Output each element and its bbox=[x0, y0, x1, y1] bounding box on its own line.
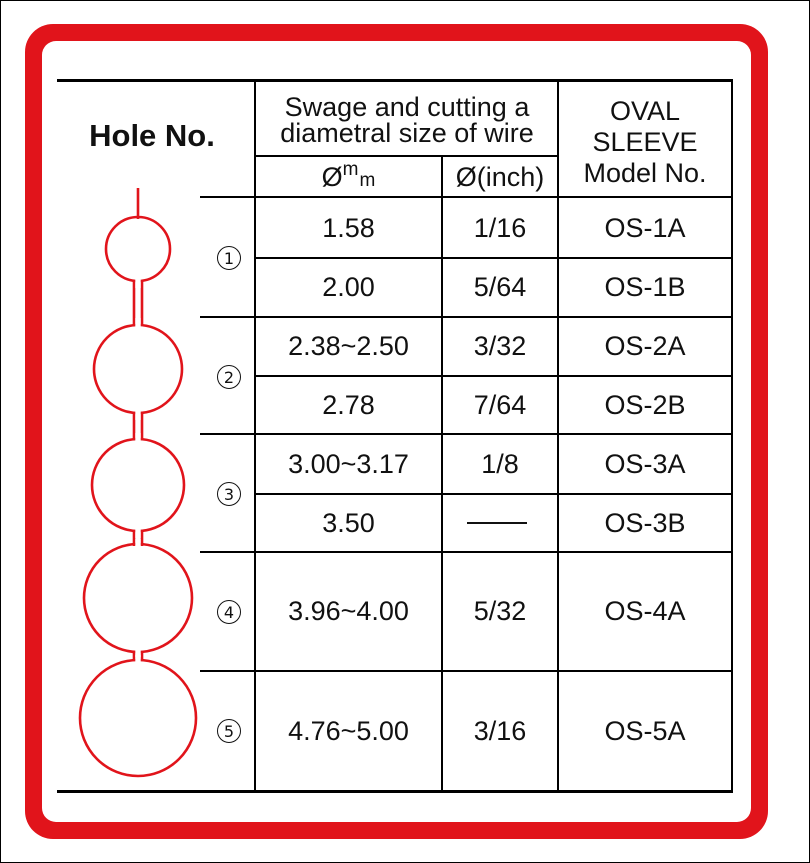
oval-header-line2: SLEEVE bbox=[592, 126, 698, 157]
cell-mm: 2.00 bbox=[322, 272, 375, 302]
cell-inch: 5/64 bbox=[473, 272, 527, 302]
swage-header-line2: diametral size of wire bbox=[280, 118, 534, 148]
mm-unit-denominator: m bbox=[359, 170, 376, 191]
cell-inch: 3/16 bbox=[473, 715, 527, 746]
cell-mm: 3.96~4.00 bbox=[288, 596, 409, 626]
oval-header-line3: Model No. bbox=[583, 157, 707, 188]
cell-model: OS-2B bbox=[604, 389, 686, 420]
cell-inch: 7/64 bbox=[473, 389, 527, 420]
swage-header-line1: Swage and cutting a bbox=[284, 92, 530, 122]
hole-outline-3 bbox=[92, 439, 184, 531]
hole-outline-4 bbox=[84, 544, 192, 652]
cell-inch: 1/16 bbox=[473, 212, 527, 243]
hole-outline-5 bbox=[80, 660, 196, 776]
hole-number-3: 3 bbox=[217, 482, 241, 506]
hole-number-5: 5 bbox=[217, 719, 241, 743]
diameter-symbol-inch: Ø bbox=[455, 161, 477, 192]
cell-model: OS-3A bbox=[604, 448, 686, 479]
hole-number-1: 1 bbox=[217, 246, 241, 270]
cell-inch: 3/32 bbox=[473, 331, 527, 361]
cell-inch: 1/8 bbox=[481, 448, 519, 479]
inch-not-available-dash bbox=[467, 522, 527, 524]
hole-number-2: 2 bbox=[217, 365, 241, 389]
cell-model: OS-5A bbox=[604, 715, 686, 746]
diameter-symbol-mm: Ø bbox=[321, 161, 343, 192]
hole-outline-1 bbox=[106, 217, 170, 281]
cell-mm: 1.58 bbox=[322, 212, 375, 243]
inch-unit-label: (inch) bbox=[476, 161, 545, 192]
cell-mm: 2.38~2.50 bbox=[288, 331, 409, 361]
cell-model: OS-1A bbox=[604, 212, 686, 243]
cell-mm: 2.78 bbox=[322, 389, 375, 420]
hole-no-title: Hole No. bbox=[89, 118, 215, 153]
cell-mm: 3.50 bbox=[322, 507, 375, 538]
cell-model: OS-2A bbox=[604, 331, 686, 361]
oval-header-line1: OVAL bbox=[609, 95, 681, 126]
hole-number-4: 4 bbox=[217, 600, 241, 624]
hole-outline-2 bbox=[94, 325, 182, 413]
cell-model: OS-3B bbox=[604, 507, 686, 538]
cell-mm: 4.76~5.00 bbox=[288, 715, 409, 746]
cell-model: OS-4A bbox=[604, 596, 686, 626]
cell-inch: 5/32 bbox=[473, 596, 527, 626]
cell-mm: 3.00~3.17 bbox=[288, 448, 409, 479]
cell-model: OS-1B bbox=[604, 272, 686, 302]
mm-unit-numerator: m bbox=[342, 159, 359, 180]
